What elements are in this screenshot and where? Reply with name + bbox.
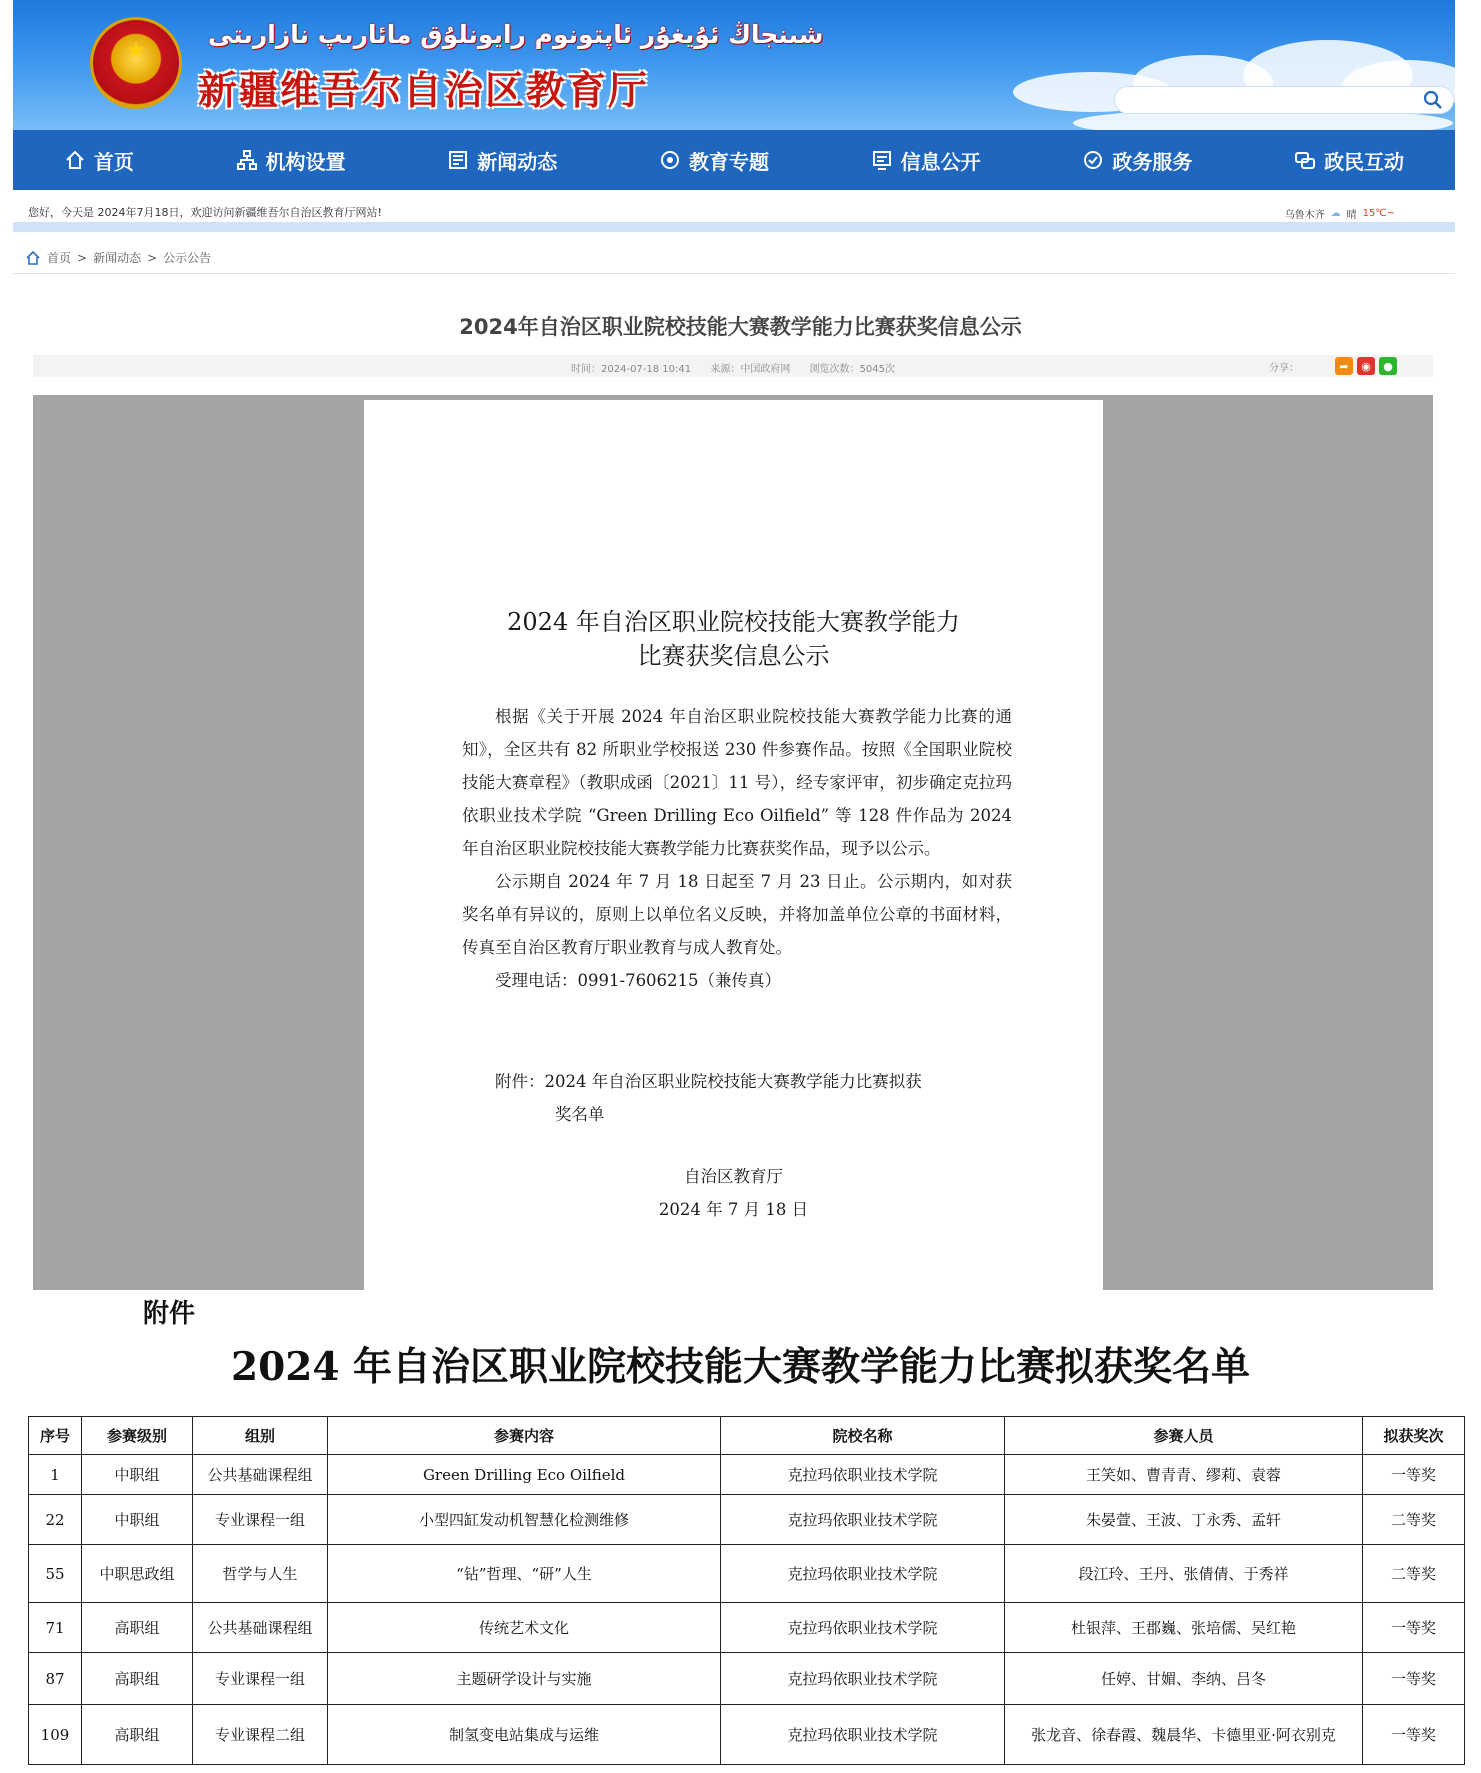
share-forward-icon[interactable]: ➦ [1335, 357, 1353, 375]
nav-item-public-interaction[interactable] [1294, 146, 1404, 175]
nav-label: 新闻动态 [477, 149, 558, 174]
cell-level: 高职组 [82, 1653, 193, 1705]
cell-award: 二等奖 [1363, 1495, 1465, 1545]
weather-widget [1285, 206, 1395, 221]
cell-members: 任婷、甘媚、李纳、吕冬 [1005, 1653, 1363, 1705]
cell-school: 克拉玛依职业技术学院 [721, 1545, 1005, 1603]
cell-no: 71 [29, 1603, 82, 1653]
cell-level: 中职组 [82, 1455, 193, 1495]
cell-no: 55 [29, 1545, 82, 1603]
nav-item-information-disclosure[interactable] [871, 146, 981, 175]
table-row [29, 1705, 1465, 1765]
cell-members: 张龙音、徐春霞、魏晨华、卡德里亚·阿衣别克 [1005, 1705, 1363, 1765]
table-row [29, 1495, 1465, 1545]
cell-level: 高职组 [82, 1705, 193, 1765]
nav-item-organization[interactable] [236, 146, 346, 175]
nav-label: 政民互动 [1324, 149, 1405, 174]
award-table [28, 1416, 1465, 1765]
document-paragraph: 公示期自 2024 年 7 月 18 日起至 7 月 23 日止。公示期内，如对获奖名单有异议的，原则上以单位名义反映，并将加盖单位公章的书面材料，传真至自治区教育厅职业教育与成人教育处。 [462, 872, 1012, 957]
column-header: 拟获奖次 [1363, 1417, 1465, 1455]
cell-members: 杜银萍、王郡巍、张培儒、吴红艳 [1005, 1603, 1363, 1653]
weather-city: 乌鲁木齐 [1284, 210, 1325, 221]
interaction-icon [1294, 149, 1316, 171]
cell-members: 朱晏萱、王波、丁永秀、孟轩 [1005, 1495, 1363, 1545]
search-icon[interactable] [1423, 90, 1443, 110]
nav-item-government-services[interactable] [1082, 146, 1192, 175]
home-icon[interactable] [25, 250, 41, 266]
article-source: 来源：中国政府网 [710, 364, 791, 375]
cell-no: 109 [29, 1705, 82, 1765]
column-header: 参赛内容 [328, 1417, 721, 1455]
cell-members: 段江玲、王丹、张倩倩、于秀祥 [1005, 1545, 1363, 1603]
article-meta-bar [33, 355, 1433, 377]
cell-award: 一等奖 [1363, 1653, 1465, 1705]
cell-group: 哲学与人生 [193, 1545, 328, 1603]
weibo-icon[interactable]: ◉ [1357, 357, 1375, 375]
column-header: 参赛人员 [1005, 1417, 1363, 1455]
cell-level: 中职组 [82, 1495, 193, 1545]
cell-content: 传统艺术文化 [328, 1603, 721, 1653]
attachment-line: 附件：2024 年自治区职业院校技能大赛教学能力比赛拟获 [495, 1072, 922, 1091]
share-label: 分享： [1269, 362, 1299, 374]
main-navigation [13, 130, 1455, 190]
cell-content: 主题研学设计与实施 [328, 1653, 721, 1705]
column-header: 院校名称 [721, 1417, 1005, 1455]
national-emblem-logo[interactable]: ★ [93, 20, 179, 106]
signature-date: 2024 年 7 月 18 日 [658, 1200, 809, 1219]
breadcrumb-separator: > [147, 250, 158, 265]
share-bar [1269, 357, 1397, 375]
table-row [29, 1653, 1465, 1705]
document-signature [364, 1160, 1103, 1226]
table-row [29, 1545, 1465, 1603]
table-row [29, 1603, 1465, 1653]
document-viewer[interactable] [33, 395, 1433, 1290]
cell-content: “钻”哲理、“研”人生 [328, 1545, 721, 1603]
welcome-bar [13, 190, 1455, 232]
column-header: 序号 [29, 1417, 82, 1455]
breadcrumb-home[interactable]: 首页 [47, 251, 72, 265]
cell-no: 1 [29, 1455, 82, 1495]
signature-org: 自治区教育厅 [684, 1167, 783, 1186]
document-page [364, 400, 1103, 1290]
contact-phone: 受理电话：0991-7606215（兼传真） [495, 971, 782, 990]
cell-no: 22 [29, 1495, 82, 1545]
nav-label: 首页 [93, 149, 134, 174]
document-paragraph: 根据《关于开展 2024 年自治区职业院校技能大赛教学能力比赛的通知》，全区共有 82 所职业学校报送 230 件参赛作品。按照《全国职业院校技能大赛章程》（教职成函〔2021〕11 号），经专家评审，初步确定克拉玛依职业技术学院 “Green Drilling Eco Oilfield” 等 128 件作品为 2024 年自治区职业院校技能大赛教学能力比赛获奖作品，现予以公示。 [462, 707, 1012, 858]
table-row [29, 1455, 1465, 1495]
breadcrumb-separator: > [77, 250, 88, 265]
home-icon [64, 149, 86, 171]
info-icon [871, 149, 893, 171]
cell-award: 一等奖 [1363, 1603, 1465, 1653]
cell-award: 二等奖 [1363, 1545, 1465, 1603]
cell-content: 小型四缸发动机智慧化检测维修 [328, 1495, 721, 1545]
attachment-title: 2024 年自治区职业院校技能大赛教学能力比赛拟获奖名单 [230, 1344, 1251, 1390]
cell-group: 公共基础课程组 [193, 1603, 328, 1653]
weather-condition: 晴 [1346, 210, 1357, 221]
wechat-icon[interactable]: ● [1379, 357, 1397, 375]
document-title-line: 2024 年自治区职业院校技能大赛教学能力 [507, 608, 960, 636]
table-header-row [29, 1417, 1465, 1455]
document-attachment-note [462, 1065, 1012, 1131]
nav-label: 信息公开 [900, 149, 981, 174]
uyghur-site-title: شىنجاڭ ئۇيغۇر ئاپتونوم رايونلۇق مائارىپ نازارىتى [208, 20, 824, 49]
article-title: 2024年自治区职业院校技能大赛教学能力比赛获奖信息公示 [459, 315, 1022, 339]
attachment-label: 附件 [143, 1299, 196, 1329]
nav-label: 政务服务 [1112, 149, 1193, 174]
cell-award: 一等奖 [1363, 1455, 1465, 1495]
org-chart-icon [236, 149, 258, 171]
cell-group: 专业课程一组 [193, 1653, 328, 1705]
news-icon [447, 149, 469, 171]
cell-award: 一等奖 [1363, 1705, 1465, 1765]
publish-time: 时间：2024-07-18 10:41 [571, 364, 692, 375]
column-header: 参赛级别 [82, 1417, 193, 1455]
service-icon [1082, 149, 1104, 171]
nav-label: 机构设置 [265, 149, 346, 174]
view-count: 浏览次数：5045次 [809, 364, 895, 375]
breadcrumb [13, 242, 1455, 274]
nav-item-education-topics[interactable] [659, 146, 769, 175]
nav-item-news[interactable] [447, 146, 557, 175]
cell-content: 制氢变电站集成与运维 [328, 1705, 721, 1765]
cell-group: 专业课程一组 [193, 1495, 328, 1545]
search-input[interactable] [1114, 86, 1454, 114]
cell-group: 专业课程二组 [193, 1705, 328, 1765]
cell-school: 克拉玛依职业技术学院 [721, 1653, 1005, 1705]
column-header: 组别 [193, 1417, 328, 1455]
cell-level: 高职组 [82, 1603, 193, 1653]
cell-content: Green Drilling Eco Oilfield [328, 1455, 721, 1495]
attachment-line: 奖名单 [555, 1105, 605, 1124]
document-title-line: 比赛获奖信息公示 [637, 642, 830, 670]
cell-level: 中职思政组 [82, 1545, 193, 1603]
nav-label: 教育专题 [688, 149, 769, 174]
topic-icon [659, 149, 681, 171]
cloud-weather-icon: ☁ [1330, 208, 1341, 219]
cell-group: 公共基础课程组 [193, 1455, 328, 1495]
site-header [13, 0, 1455, 130]
cell-school: 克拉玛依职业技术学院 [721, 1455, 1005, 1495]
breadcrumb-news[interactable]: 新闻动态 [93, 251, 142, 265]
nav-item-home[interactable] [64, 146, 134, 175]
breadcrumb-announcements[interactable]: 公示公告 [163, 251, 212, 265]
cell-school: 克拉玛依职业技术学院 [721, 1495, 1005, 1545]
cell-no: 87 [29, 1653, 82, 1705]
welcome-text: 您好，今天是 2024年7月18日，欢迎访问新疆维吾尔自治区教育厅网站! [28, 206, 382, 219]
document-body [462, 700, 1012, 997]
document-title [364, 605, 1103, 673]
site-title[interactable]: 新疆维吾尔自治区教育厅 [198, 68, 650, 114]
cell-school: 克拉玛依职业技术学院 [721, 1705, 1005, 1765]
weather-temperature: 15℃~ [1362, 208, 1395, 219]
cell-members: 王笑如、曹青青、缪莉、袁蓉 [1005, 1455, 1363, 1495]
cell-school: 克拉玛依职业技术学院 [721, 1603, 1005, 1653]
